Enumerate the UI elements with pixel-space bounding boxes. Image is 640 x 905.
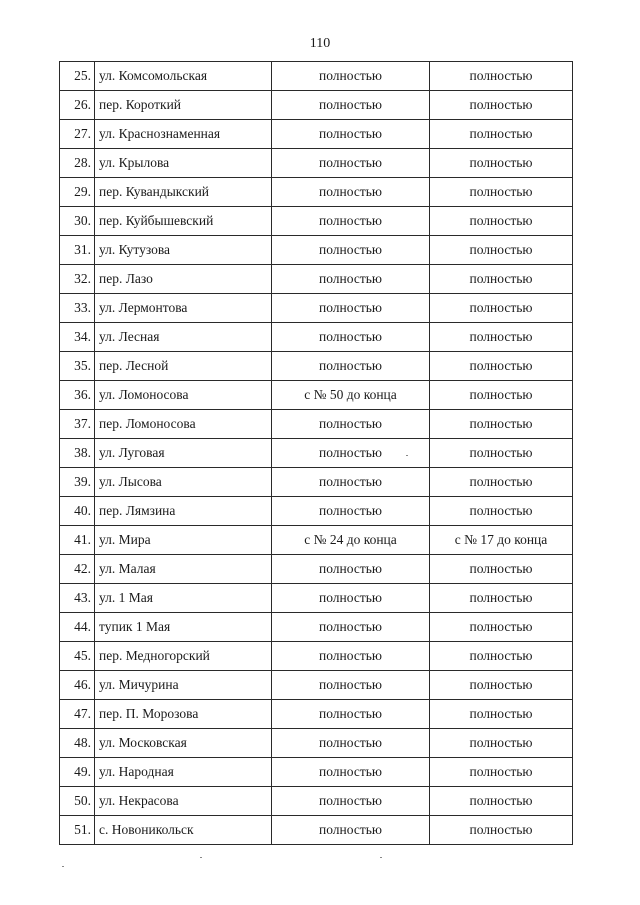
table-row bbox=[60, 265, 573, 294]
street-name: пер. Ломоносова bbox=[95, 410, 272, 439]
row-number: 27. bbox=[60, 120, 95, 149]
coverage-col1: полностью bbox=[272, 671, 430, 700]
street-name: пер. Кувандыкский bbox=[95, 178, 272, 207]
coverage-col1: полностью bbox=[272, 642, 430, 671]
table-row bbox=[60, 729, 573, 758]
table-row bbox=[60, 671, 573, 700]
coverage-col1: полностью bbox=[272, 613, 430, 642]
coverage-col2: полностью bbox=[430, 149, 573, 178]
coverage-col2: полностью bbox=[430, 178, 573, 207]
row-number: 48. bbox=[60, 729, 95, 758]
row-number: 38. bbox=[60, 439, 95, 468]
coverage-col1: полностью bbox=[272, 816, 430, 845]
coverage-col1: полностью bbox=[272, 700, 430, 729]
scan-speck bbox=[200, 857, 202, 858]
row-number: 30. bbox=[60, 207, 95, 236]
coverage-col1: полностью bbox=[272, 149, 430, 178]
coverage-col2: полностью bbox=[430, 207, 573, 236]
coverage-col1: полностью bbox=[272, 265, 430, 294]
row-number: 37. bbox=[60, 410, 95, 439]
street-name: ул. Кутузова bbox=[95, 236, 272, 265]
coverage-col1: полностью bbox=[272, 207, 430, 236]
row-number: 51. bbox=[60, 816, 95, 845]
street-name: пер. Лесной bbox=[95, 352, 272, 381]
street-name: ул. Лысова bbox=[95, 468, 272, 497]
page-number: 110 bbox=[309, 36, 331, 51]
table-row bbox=[60, 120, 573, 149]
coverage-col2: полностью bbox=[430, 787, 573, 816]
table-row bbox=[60, 642, 573, 671]
row-number: 41. bbox=[60, 526, 95, 555]
coverage-col1: полностью bbox=[272, 178, 430, 207]
coverage-col2: полностью bbox=[430, 468, 573, 497]
coverage-col2: полностью bbox=[430, 613, 573, 642]
coverage-col2: полностью bbox=[430, 497, 573, 526]
street-name: ул. Московская bbox=[95, 729, 272, 758]
street-name: ул. Комсомольская bbox=[95, 62, 272, 91]
coverage-col1: полностью bbox=[272, 729, 430, 758]
coverage-col2: полностью bbox=[430, 294, 573, 323]
coverage-col1: полностью bbox=[272, 323, 430, 352]
street-name: пер. П. Морозова bbox=[95, 700, 272, 729]
row-number: 45. bbox=[60, 642, 95, 671]
coverage-col2: полностью bbox=[430, 439, 573, 468]
row-number: 36. bbox=[60, 381, 95, 410]
row-number: 35. bbox=[60, 352, 95, 381]
table-row bbox=[60, 584, 573, 613]
row-number: 32. bbox=[60, 265, 95, 294]
coverage-col1: полностью bbox=[272, 584, 430, 613]
table-row bbox=[60, 439, 573, 468]
coverage-col1: с № 50 до конца bbox=[272, 381, 430, 410]
row-number: 40. bbox=[60, 497, 95, 526]
scan-speck bbox=[406, 455, 408, 456]
row-number: 39. bbox=[60, 468, 95, 497]
street-name: тупик 1 Мая bbox=[95, 613, 272, 642]
table-row bbox=[60, 497, 573, 526]
street-name: пер. Медногорский bbox=[95, 642, 272, 671]
coverage-col1: полностью bbox=[272, 758, 430, 787]
table-row bbox=[60, 613, 573, 642]
street-name: ул. Лесная bbox=[95, 323, 272, 352]
table-row bbox=[60, 787, 573, 816]
coverage-col1: полностью bbox=[272, 294, 430, 323]
street-name: ул. Ломоносова bbox=[95, 381, 272, 410]
coverage-col2: полностью bbox=[430, 410, 573, 439]
table-row bbox=[60, 381, 573, 410]
coverage-col2: полностью bbox=[430, 120, 573, 149]
coverage-col1: полностью bbox=[272, 410, 430, 439]
table-row bbox=[60, 352, 573, 381]
street-name: ул. Луговая bbox=[95, 439, 272, 468]
street-name: пер. Лямзина bbox=[95, 497, 272, 526]
coverage-col2: полностью bbox=[430, 758, 573, 787]
table-row bbox=[60, 700, 573, 729]
table-row bbox=[60, 526, 573, 555]
row-number: 34. bbox=[60, 323, 95, 352]
coverage-col2: полностью bbox=[430, 352, 573, 381]
coverage-col2: с № 17 до конца bbox=[430, 526, 573, 555]
table-row bbox=[60, 149, 573, 178]
coverage-col1: полностью bbox=[272, 236, 430, 265]
coverage-col1: полностью bbox=[272, 555, 430, 584]
table-body bbox=[60, 62, 573, 845]
coverage-col2: полностью bbox=[430, 381, 573, 410]
row-number: 43. bbox=[60, 584, 95, 613]
coverage-col2: полностью bbox=[430, 236, 573, 265]
row-number: 49. bbox=[60, 758, 95, 787]
coverage-col2: полностью bbox=[430, 62, 573, 91]
coverage-col1: полностью bbox=[272, 787, 430, 816]
coverage-col1: полностью bbox=[272, 120, 430, 149]
table-row bbox=[60, 410, 573, 439]
coverage-col2: полностью bbox=[430, 265, 573, 294]
row-number: 33. bbox=[60, 294, 95, 323]
row-number: 42. bbox=[60, 555, 95, 584]
table-row bbox=[60, 236, 573, 265]
row-number: 50. bbox=[60, 787, 95, 816]
scan-speck bbox=[62, 866, 64, 867]
coverage-col1: полностью bbox=[272, 439, 430, 468]
row-number: 44. bbox=[60, 613, 95, 642]
street-name: ул. Малая bbox=[95, 555, 272, 584]
table-row bbox=[60, 178, 573, 207]
street-name: пер. Лазо bbox=[95, 265, 272, 294]
table-row bbox=[60, 294, 573, 323]
table-row bbox=[60, 555, 573, 584]
table-row bbox=[60, 468, 573, 497]
coverage-col1: с № 24 до конца bbox=[272, 526, 430, 555]
street-name: ул. Краснознаменная bbox=[95, 120, 272, 149]
street-name: ул. Крылова bbox=[95, 149, 272, 178]
row-number: 46. bbox=[60, 671, 95, 700]
coverage-col2: полностью bbox=[430, 729, 573, 758]
coverage-col2: полностью bbox=[430, 584, 573, 613]
coverage-col2: полностью bbox=[430, 323, 573, 352]
row-number: 28. bbox=[60, 149, 95, 178]
street-name: ул. Народная bbox=[95, 758, 272, 787]
street-name: с. Новоникольск bbox=[95, 816, 272, 845]
coverage-col2: полностью bbox=[430, 816, 573, 845]
table-row bbox=[60, 62, 573, 91]
coverage-col1: полностью bbox=[272, 91, 430, 120]
street-name: пер. Короткий bbox=[95, 91, 272, 120]
row-number: 31. bbox=[60, 236, 95, 265]
coverage-col2: полностью bbox=[430, 642, 573, 671]
table-row bbox=[60, 816, 573, 845]
coverage-col2: полностью bbox=[430, 91, 573, 120]
street-name: ул. Некрасова bbox=[95, 787, 272, 816]
table-row bbox=[60, 323, 573, 352]
coverage-col1: полностью bbox=[272, 62, 430, 91]
scan-speck bbox=[380, 857, 382, 858]
street-name: ул. 1 Мая bbox=[95, 584, 272, 613]
street-name: пер. Куйбышевский bbox=[95, 207, 272, 236]
coverage-col2: полностью bbox=[430, 555, 573, 584]
row-number: 29. bbox=[60, 178, 95, 207]
coverage-col2: полностью bbox=[430, 671, 573, 700]
table-row bbox=[60, 758, 573, 787]
table-row bbox=[60, 91, 573, 120]
street-name: ул. Лермонтова bbox=[95, 294, 272, 323]
row-number: 25. bbox=[60, 62, 95, 91]
coverage-col1: полностью bbox=[272, 497, 430, 526]
row-number: 47. bbox=[60, 700, 95, 729]
coverage-col2: полностью bbox=[430, 700, 573, 729]
coverage-col1: полностью bbox=[272, 352, 430, 381]
street-name: ул. Мичурина bbox=[95, 671, 272, 700]
coverage-col1: полностью bbox=[272, 468, 430, 497]
street-name: ул. Мира bbox=[95, 526, 272, 555]
table-row bbox=[60, 207, 573, 236]
streets-table bbox=[59, 61, 573, 845]
row-number: 26. bbox=[60, 91, 95, 120]
